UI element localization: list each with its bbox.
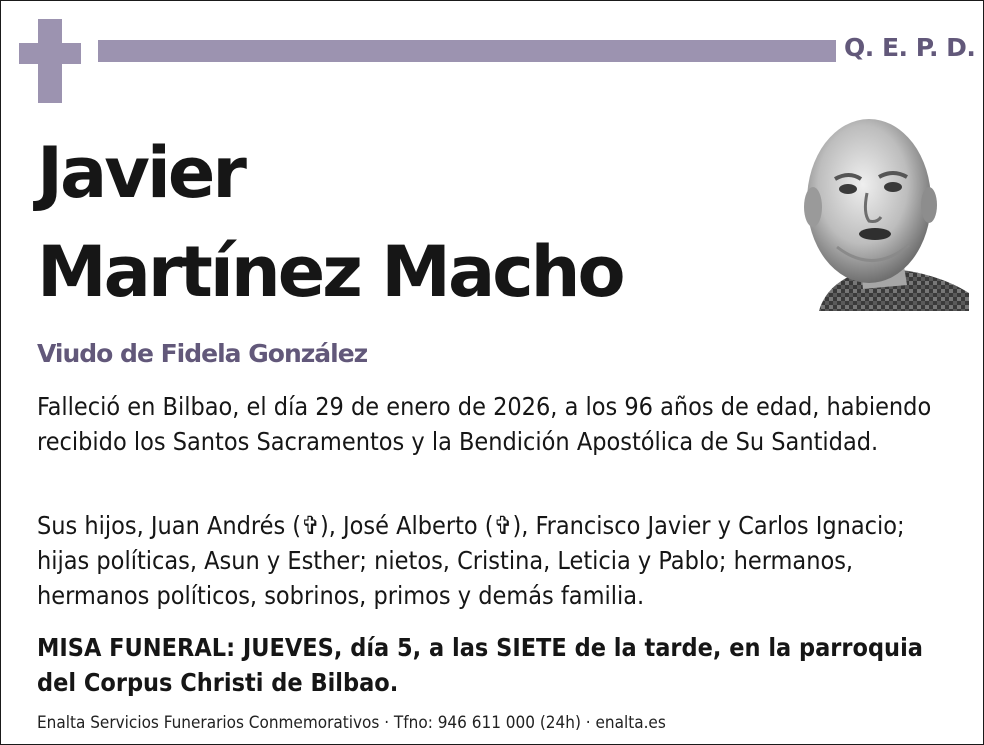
deceased-surnames: Martínez Macho xyxy=(37,231,623,313)
death-announcement-text: Falleció en Bilbao, el día 29 de enero de 2026, a los 96 años de edad, habiendo recibido los Santos Sacramentos y la Bendición Apostólica de Su Santidad. xyxy=(37,392,932,456)
family-text-part: Sus hijos, Juan Andrés ( xyxy=(37,511,302,540)
family-list-text xyxy=(37,508,937,613)
funeral-home-footer: Enalta Servicios Funerarios Conmemorativos · Tfno: 946 611 000 (24h) · enalta.es xyxy=(37,713,666,733)
cross-symbol-icon: ✞ xyxy=(493,511,513,540)
spouse-subtitle: Viudo de Fidela González xyxy=(37,339,368,368)
cross-icon xyxy=(19,19,81,103)
qepd-label: Q. E. P. D. xyxy=(844,33,976,62)
deceased-first-name: Javier xyxy=(37,132,244,214)
family-text-part: ), José Alberto ( xyxy=(319,511,494,540)
family-text-part: ), Francisco Javier y Carlos Ignacio; hijas políticas, Asun y Esther; nietos, Cristina, Leticia y Pablo; hermanos, hermanos políticos, sobrinos, primos y demás familia. xyxy=(37,511,905,610)
deceased-portrait-photo xyxy=(797,97,969,311)
cross-symbol-icon: ✞ xyxy=(301,511,320,540)
header-rule xyxy=(98,40,836,62)
funeral-mass-text: MISA FUNERAL: JUEVES, día 5, a las SIETE de la tarde, en la parroquia del Corpus Christi de Bilbao. xyxy=(37,633,923,697)
